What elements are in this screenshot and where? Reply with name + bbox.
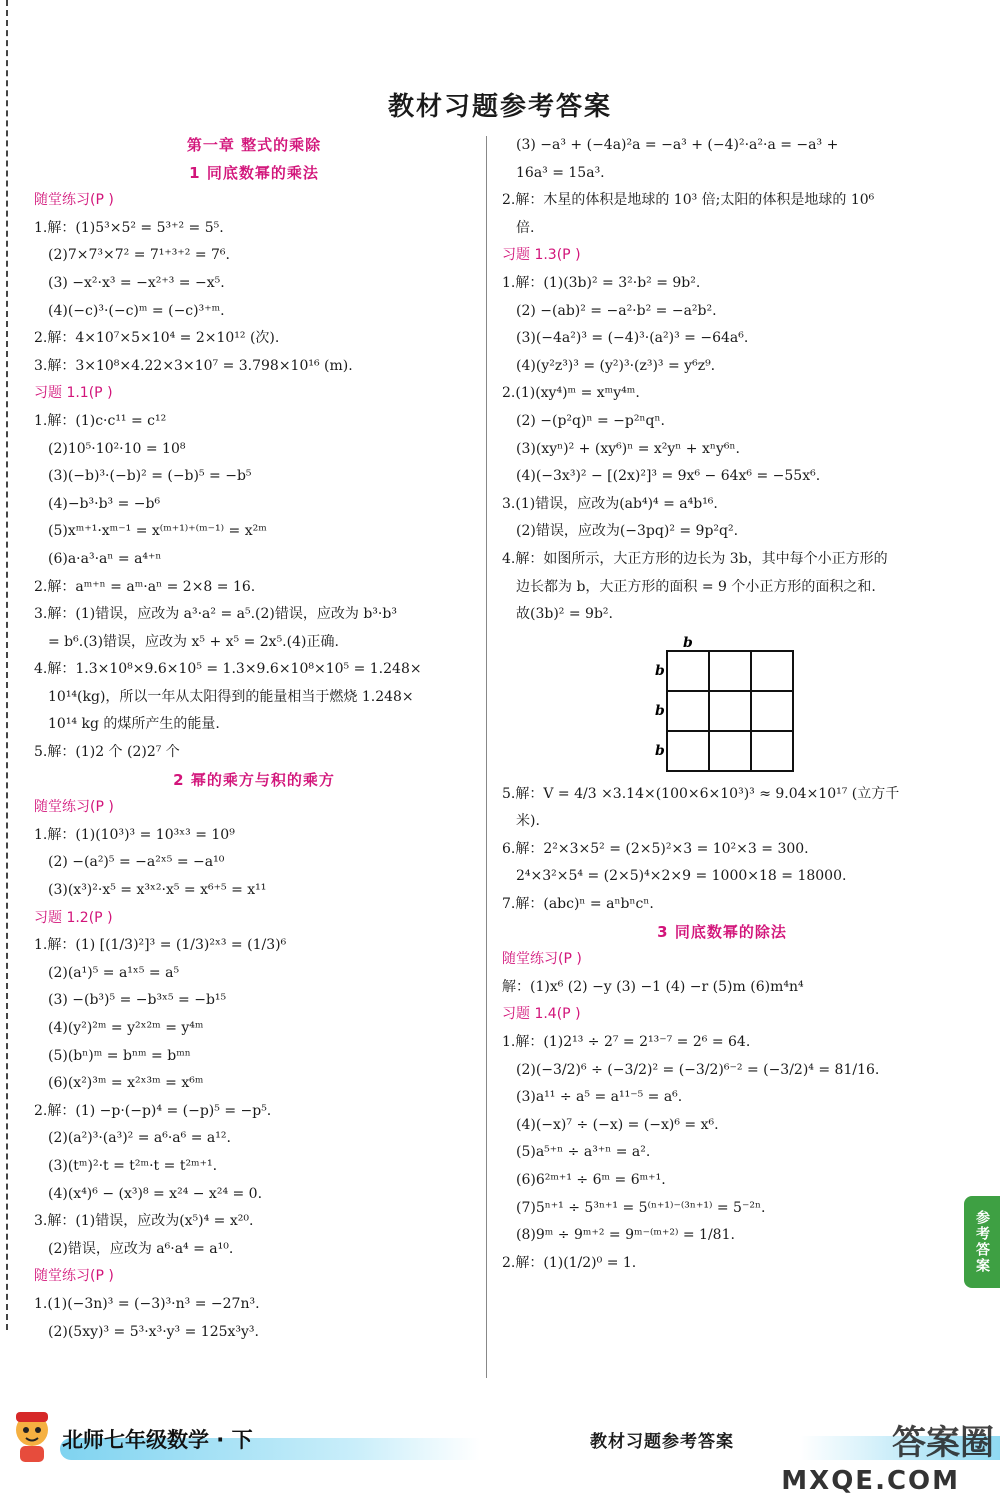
watermark-url: MXQE.COM — [781, 1466, 960, 1496]
answer-line: 2.(1)(xy⁴)ᵐ = xᵐy⁴ᵐ. — [502, 385, 640, 402]
answer-line: (6)a·a³·aⁿ = a⁴⁺ⁿ — [48, 550, 162, 567]
section-heading-2: 2 幂的乘方与积的乘方 — [173, 770, 335, 789]
answer-line: 3.(1)错误，应改为(ab⁴)⁴ = a⁴b¹⁶. — [502, 495, 718, 512]
answer-line: (5)xᵐ⁺¹·xᵐ⁻¹ = x⁽ᵐ⁺¹⁾⁺⁽ᵐ⁻¹⁾ = x²ᵐ — [48, 523, 267, 540]
answer-line: (6)6²ᵐ⁺¹ ÷ 6ᵐ = 6ᵐ⁺¹. — [516, 1172, 666, 1188]
answer-line: 1.解：(1) [(1/3)²]³ = (1/3)²ˣ³ = (1/3)⁶ — [34, 937, 287, 954]
grid-label-side: b — [655, 662, 665, 679]
exercise-tag: 随堂练习(P ) — [34, 799, 114, 816]
answer-line: 边长都为 b，大正方形的面积 = 9 个小正方形的面积之和. — [516, 578, 876, 595]
answer-line: 1.(1)(−3n)³ = (−3)³·n³ = −27n³. — [34, 1295, 260, 1312]
answer-line: (4)(−c)³·(−c)ᵐ = (−c)³⁺ᵐ. — [48, 302, 225, 319]
answer-line: 1.解：(1)(3b)² = 3²·b² = 9b². — [502, 274, 701, 291]
section-heading-1: 1 同底数幂的乘法 — [189, 163, 319, 182]
answer-line: (5)a⁵⁺ⁿ ÷ a³⁺ⁿ = a². — [516, 1144, 651, 1161]
answer-line: (2)(a²)³·(a³)² = a⁶·a⁶ = a¹². — [48, 1130, 231, 1147]
chapter-heading: 第一章 整式的乘除 — [186, 136, 322, 154]
answer-line: 倍. — [516, 219, 535, 236]
answer-line: 2.解：(1)(1/2)⁰ = 1. — [502, 1254, 637, 1271]
answer-line: (3) −(b³)⁵ = −b³ˣ⁵ = −b¹⁵ — [48, 992, 227, 1009]
answer-line: (3)(−b)³·(−b)² = (−b)⁵ = −b⁵ — [48, 468, 252, 485]
answer-line: (2)10⁵·10²·10 = 10⁸ — [48, 440, 186, 457]
answer-line: 米). — [516, 813, 540, 830]
answer-line: (3)a¹¹ ÷ a⁵ = a¹¹⁻⁵ = a⁶. — [516, 1089, 683, 1106]
exercise-tag: 习题 1.4(P ) — [502, 1006, 581, 1023]
answer-line: (4)(−3x³)² − [(2x)²]³ = 9x⁶ − 64x⁶ = −55x⁶. — [516, 468, 821, 485]
answer-line: 1.解：(1)2¹³ ÷ 2⁷ = 2¹³⁻⁷ = 2⁶ = 64. — [502, 1034, 751, 1051]
answer-line: 2⁴×3²×5⁴ = (2×5)⁴×2×9 = 1000×18 = 18000. — [516, 868, 847, 885]
answer-line: 1.解：(1)5³×5² = 5³⁺² = 5⁵. — [34, 219, 224, 236]
answer-line: 4.解：1.3×10⁸×9.6×10⁵ = 1.3×9.6×10⁸×10⁵ = 1.248× — [34, 661, 422, 678]
page-title: 教材习题参考答案 — [387, 92, 612, 122]
answer-line: 5.解：(1)2 个 (2)2⁷ 个 — [34, 744, 180, 761]
section-heading-3: 3 同底数幂的除法 — [657, 922, 787, 941]
answer-line: 10¹⁴(kg)，所以一年从太阳得到的能量相当于燃烧 1.248× — [48, 688, 414, 705]
answer-line: (2)(a¹)⁵ = a¹ˣ⁵ = a⁵ — [48, 964, 180, 981]
answer-line: 10¹⁴ kg 的煤所产生的能量. — [48, 716, 220, 733]
answer-line: (2)错误，应改为 a⁶·a⁴ = a¹⁰. — [48, 1240, 234, 1257]
answer-line: (8)9ᵐ ÷ 9ᵐ⁺² = 9ᵐ⁻⁽ᵐ⁺²⁾ = 1/81. — [516, 1227, 735, 1244]
answer-line: 2.解：aᵐ⁺ⁿ = aᵐ·aⁿ = 2×8 = 16. — [34, 578, 256, 595]
exercise-tag: 随堂练习(P ) — [34, 1268, 114, 1285]
answer-line: 3.解：3×10⁸×4.22×3×10⁷ = 3.798×10¹⁶ (m). — [34, 357, 353, 374]
answer-line: (4)(y²)²ᵐ = y²ˣ²ᵐ = y⁴ᵐ — [48, 1020, 204, 1036]
answer-line: (4)(y²z³)³ = (y²)³·(z³)³ = y⁶z⁹. — [516, 357, 716, 374]
exercise-tag: 随堂练习(P ) — [34, 192, 114, 209]
answer-line: 6.解：2²×3×5² = (2×5)²×3 = 10²×3 = 300. — [502, 840, 809, 857]
answer-line: 2.解：(1) −p·(−p)⁴ = (−p)⁵ = −p⁵. — [34, 1102, 272, 1119]
grid-label-side: b — [655, 702, 665, 719]
answer-line: (2)错误，应改为(−3pq)² = 9p²q². — [516, 523, 739, 540]
mascot-icon — [6, 1408, 58, 1464]
exercise-tag: 随堂练习(P ) — [502, 951, 582, 968]
answer-line: (4)−b³·b³ = −b⁶ — [48, 495, 161, 512]
answer-line: (2) −(ab)² = −a²·b² = −a²b². — [516, 302, 717, 319]
answer-line: (3)(−4a²)³ = (−4)³·(a²)³ = −64a⁶. — [516, 330, 749, 347]
answer-line: 1.解：(1)c·c¹¹ = c¹² — [34, 412, 167, 429]
footer-book-title: 北师七年级数学 · 下 — [62, 1428, 253, 1452]
grid-figure — [637, 635, 807, 775]
answer-line: (3)(tᵐ)²·t = t²ᵐ·t = t²ᵐ⁺¹. — [48, 1157, 218, 1174]
answer-line: 5.解：V = 4/3 ×3.14×(100×6×10³)³ ≈ 9.04×10¹⁷ (立方千 — [502, 785, 900, 802]
answer-line: (2)7×7³×7² = 7¹⁺³⁺² = 7⁶. — [48, 247, 230, 264]
answer-line: = b⁶.(3)错误，应改为 x⁵ + x⁵ = 2x⁵.(4)正确. — [48, 633, 339, 650]
answer-line: 2.解：木星的体积是地球的 10³ 倍;太阳的体积是地球的 10⁶ — [502, 192, 875, 209]
grid-label-top: b — [683, 634, 693, 651]
answer-line: (2) −(a²)⁵ = −a²ˣ⁵ = −a¹⁰ — [48, 854, 225, 871]
answer-line: (7)5ⁿ⁺¹ ÷ 5³ⁿ⁺¹ = 5⁽ⁿ⁺¹⁾⁻⁽³ⁿ⁺¹⁾ = 5⁻²ⁿ. — [516, 1199, 766, 1216]
answer-line: 7.解：(abc)ⁿ = aⁿbⁿcⁿ. — [502, 896, 654, 913]
answer-line: (6)(x²)³ᵐ = x²ˣ³ᵐ = x⁶ᵐ — [48, 1075, 204, 1092]
side-tab-answers: 参考答案 — [964, 1196, 1000, 1288]
square-diagram — [502, 635, 942, 775]
answer-line: 3.解：(1)错误，应改为 a³·a² = a⁵.(2)错误，应改为 b³·b³ — [34, 606, 397, 623]
exercise-tag: 习题 1.1(P ) — [34, 385, 113, 402]
cut-line — [6, 0, 8, 1330]
answer-line: 3.解：(1)错误，应改为(x⁵)⁴ = x²⁰. — [34, 1213, 254, 1230]
footer-section-title: 教材习题参考答案 — [590, 1432, 734, 1452]
answer-line: 1.解：(1)(10³)³ = 10³ˣ³ = 10⁹ — [34, 826, 235, 843]
left-column — [34, 132, 474, 1346]
right-column — [502, 132, 942, 1277]
answer-line: 故(3b)² = 9b². — [516, 606, 613, 623]
answer-line: 2.解：4×10⁷×5×10⁴ = 2×10¹² (次). — [34, 330, 280, 347]
grid-label-side: b — [655, 742, 665, 759]
big-square — [667, 651, 793, 771]
exercise-tag: 习题 1.2(P ) — [34, 909, 113, 926]
answer-line: (2) −(p²q)ⁿ = −p²ⁿqⁿ. — [516, 412, 665, 429]
answer-line: 4.解：如图所示，大正方形的边长为 3b，其中每个小正方形的 — [502, 550, 888, 567]
answer-line: (2)(5xy)³ = 5³·x³·y³ = 125x³y³. — [48, 1323, 259, 1340]
answer-line: 解：(1)x⁶ (2) −y (3) −1 (4) −r (5)m (6)m⁴n⁴ — [502, 978, 804, 995]
answer-line: (5)(bⁿ)ᵐ = bⁿᵐ = bᵐⁿ — [48, 1047, 191, 1064]
watermark-logo: 答案圈 — [892, 1423, 994, 1463]
answer-line: (3)(xyⁿ)² + (xy⁶)ⁿ = x²yⁿ + xⁿy⁶ⁿ. — [516, 440, 740, 457]
answer-line: (3) −a³ + (−4a)²a = −a³ + (−4)²·a²·a = −a³ + — [516, 137, 839, 153]
answer-line: (4)(−x)⁷ ÷ (−x) = (−x)⁶ = x⁶. — [516, 1116, 719, 1133]
column-divider — [486, 136, 487, 1378]
answer-line: (2)(−3/2)⁶ ÷ (−3/2)² = (−3/2)⁶⁻² = (−3/2)⁴ = 81/16. — [516, 1061, 880, 1078]
answer-line: (3) −x²·x³ = −x²⁺³ = −x⁵. — [48, 274, 225, 291]
exercise-tag: 习题 1.3(P ) — [502, 247, 581, 264]
answer-line: 16a³ = 15a³. — [516, 164, 605, 181]
answer-line: (4)(x⁴)⁶ − (x³)⁸ = x²⁴ − x²⁴ = 0. — [48, 1185, 263, 1202]
answer-line: (3)(x³)²·x⁵ = x³ˣ²·x⁵ = x⁶⁺⁵ = x¹¹ — [48, 882, 267, 899]
